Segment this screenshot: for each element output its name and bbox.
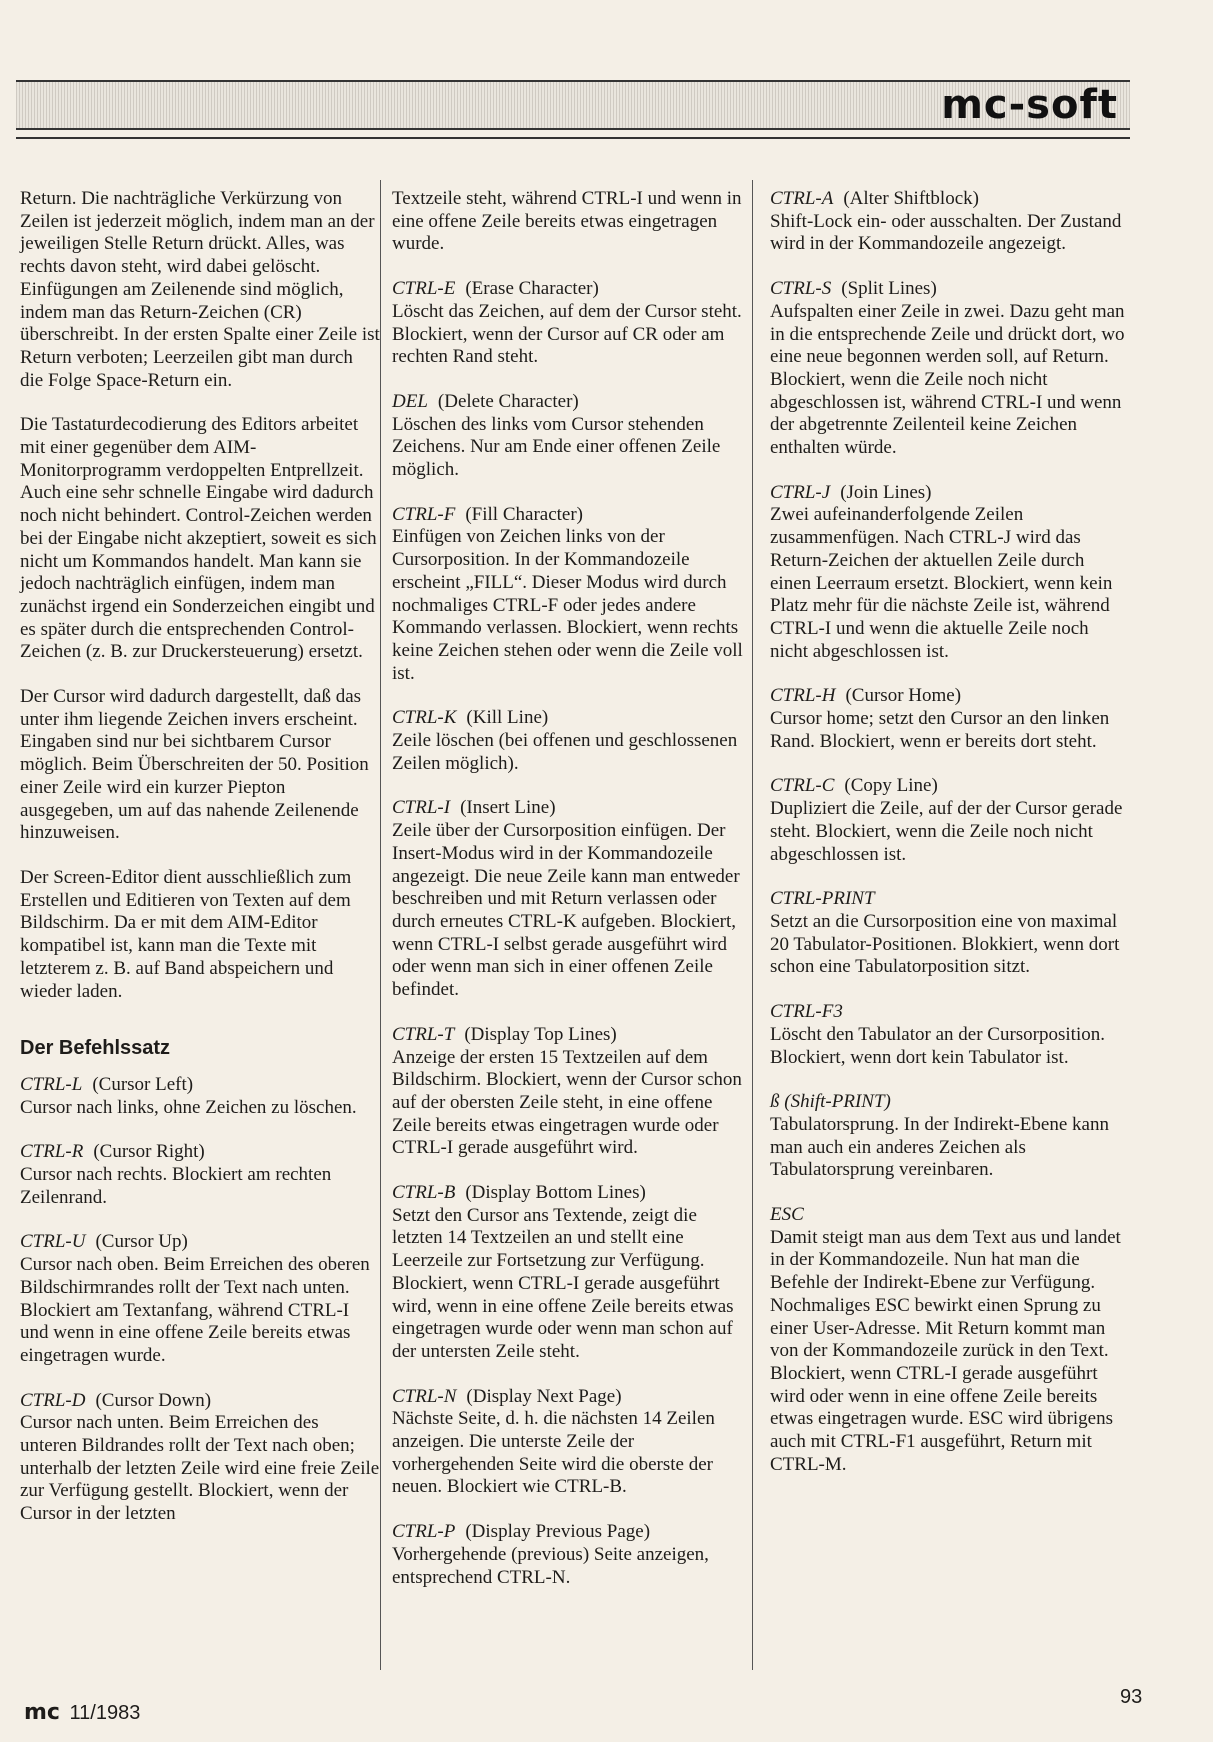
command-description: Shift-Lock ein- oder ausschalten. Der Zustand wird in der Kommandozeile angezeigt. (770, 210, 1122, 255)
command-heading (770, 775, 1130, 798)
issue-number: 11/1983 (69, 1702, 141, 1724)
command-heading (392, 707, 752, 730)
command-name: (Cursor Right) (93, 1141, 205, 1163)
command-entry (392, 1024, 752, 1160)
command-name: (Display Top Lines) (464, 1023, 617, 1045)
command-description: Setzt den Cursor ans Textende, zeigt die letzten 14 Textzeilen an und stellt eine Leerzeile zur Fortsetzung zur Verfügung. Blockiert, wenn CTRL-I gerade ausgeführt wird, wenn in eine offene Zeile bereits etwas eingetragen wurde oder wenn man schon auf der untersten Zeile steht. (392, 1204, 734, 1362)
command-description: Cursor nach rechts. Blockiert am rechten Zeilenrand. (20, 1164, 332, 1208)
command-heading (392, 391, 752, 414)
section-title: mc-soft (941, 82, 1118, 128)
command-entry (770, 1204, 1130, 1476)
command-entry (20, 1141, 380, 1209)
command-heading (392, 1024, 752, 1047)
command-name: (Cursor Left) (92, 1073, 194, 1095)
command-description: Vorhergehende (previous) Seite anzeigen, entsprechend CTRL-N. (392, 1543, 709, 1588)
command-description: Cursor nach oben. Beim Erreichen des oberen Bildschirmrandes rollt der Text nach unten. Blockiert am Textanfang, während CTRL-I und wenn in eine offene Zeile bereits etwas eingetragen wurde. (20, 1254, 370, 1366)
command-heading (392, 504, 752, 527)
command-heading (770, 685, 1130, 708)
command-entry (392, 1182, 752, 1364)
command-entry (392, 707, 752, 775)
command-name: (Cursor Up) (95, 1231, 188, 1253)
command-key: CTRL-S (770, 278, 832, 300)
command-description: Einfügen von Zeichen links von der Cursorposition. In der Kommandozeile erscheint „FILL“. Dieser Modus wird durch nochmaliges CTRL-F oder jedes andere Kommando verlassen. Blockiert, wenn rechts keine Zeichen stehen oder wenn die Zeile voll ist. (392, 526, 743, 684)
command-key: CTRL-E (392, 278, 456, 300)
command-name: (Fill Character) (465, 503, 584, 525)
command-entry (20, 1074, 380, 1119)
command-heading (20, 1074, 380, 1097)
command-entry (770, 188, 1130, 256)
command-heading (392, 797, 752, 820)
command-key: CTRL-A (770, 188, 834, 209)
command-entry (770, 1091, 1130, 1182)
command-key: CTRL-PRINT (770, 888, 875, 910)
command-description: Löscht das Zeichen, auf dem der Cursor steht. Blockiert, wenn der Cursor auf CR oder am rechten Rand steht. (392, 300, 742, 368)
command-description: Cursor nach links, ohne Zeichen zu löschen. (20, 1096, 357, 1118)
column-divider (380, 180, 381, 1670)
command-entry (20, 1390, 380, 1526)
magazine-logo: mc (24, 1700, 60, 1725)
command-heading (392, 278, 752, 301)
command-description: Zeile über der Cursorposition einfügen. Der Insert-Modus wird in der Kommandozeile angezeigt. Die neue Zeile kann man entweder beschreiben und mit Return verlassen oder durch erneutes CTRL-K aufgeben. Blockiert, wenn CTRL-I selbst gerade ausgeführt wird oder wenn man sich in einer offenen Zeile befindet. (392, 820, 740, 1001)
command-entry (20, 1231, 380, 1367)
section-heading: Der Befehlssatz (20, 1037, 171, 1060)
command-name: (Copy Line) (844, 775, 938, 797)
command-name: (Insert Line) (460, 797, 556, 819)
command-description: Aufspalten einer Zeile in zwei. Dazu geht man in die entsprechende Zeile und drückt dort, wo eine neue begonnen werden soll, auf Return. Blockiert, wenn die Zeile noch nicht abgeschlossen ist, während CTRL-I und wenn der abgetrennte Zeilenteil keine Zeichen enthalten würde. (770, 300, 1125, 459)
command-list (20, 1074, 380, 1526)
command-key: DEL (392, 390, 428, 412)
command-description: Löschen des links vom Cursor stehenden Zeichens. Nur am Ende einer offenen Zeile möglich. (392, 413, 721, 481)
command-entry (770, 1001, 1130, 1069)
footer-issue (24, 1700, 140, 1725)
command-description: Nächste Seite, d. h. die nächsten 14 Zeilen anzeigen. Die unterste Zeile der vorhergehenden Seite wird die oberste der neuen. Blockiert wie CTRL-B. (392, 1408, 715, 1498)
paragraph: Textzeile steht, während CTRL-I und wenn in eine offene Zeile bereits etwas eingetragen wurde. (392, 188, 742, 255)
command-key: CTRL-P (392, 1521, 456, 1543)
command-description: Löscht den Tabulator an der Cursorposition. Blockiert, wenn dort kein Tabulator ist. (770, 1023, 1105, 1068)
column-divider (752, 180, 753, 1670)
command-name: (Delete Character) (437, 390, 579, 412)
command-description: Damit steigt man aus dem Text aus und landet in der Kommandozeile. Nun hat man die Befehle der Indirekt-Ebene zur Verfügung. Nochmaliges ESC bewirkt einen Sprung zu einer User-Adresse. Mit Return kommt man von der Kommandozeile zurück in den Text. Blockiert, wenn CTRL-I gerade ausgeführt wird oder wenn in eine offene Zeile bereits etwas eingetragen wurde. ESC wird übrigens auch mit CTRL-F1 ausgeführt, Return mit CTRL-M. (770, 1226, 1121, 1475)
section-banner (16, 80, 1130, 130)
command-key: ESC (770, 1204, 804, 1226)
command-entry (392, 797, 752, 1001)
page-number: 93 (1120, 1686, 1143, 1708)
command-heading (20, 1141, 380, 1164)
command-key: CTRL-N (392, 1385, 457, 1407)
command-description: Dupliziert die Zeile, auf der der Cursor gerade steht. Blockiert, wenn die Zeile noch nicht abgeschlossen ist. (770, 798, 1123, 865)
command-description: Cursor home; setzt den Cursor an den linken Rand. Blockiert, wenn er bereits dort steht. (770, 708, 1110, 752)
command-heading (20, 1231, 380, 1254)
command-heading (770, 188, 1130, 211)
text-column-3 (770, 188, 1130, 1498)
command-entry (770, 685, 1130, 753)
command-description: Cursor nach unten. Beim Erreichen des unteren Bildrandes rollt der Text nach oben; unterhalb der letzten Zeile wird eine freie Zeile zur Verfügung gestellt. Blockiert, wenn der Cursor in der letzten (20, 1412, 380, 1525)
command-entry (770, 278, 1130, 460)
command-key: CTRL-F (392, 503, 456, 525)
command-entry (392, 504, 752, 686)
command-entry (392, 391, 752, 482)
command-key: CTRL-H (770, 685, 836, 707)
command-entry (392, 1386, 752, 1500)
command-list (392, 278, 752, 1589)
command-entry (770, 775, 1130, 866)
command-description: Zeile löschen (bei offenen und geschlossenen Zeilen möglich). (392, 730, 738, 774)
command-entry (770, 482, 1130, 664)
command-heading (392, 1386, 752, 1409)
command-key: CTRL-J (770, 481, 831, 503)
command-heading (770, 1001, 1130, 1024)
command-key: CTRL-I (392, 797, 451, 819)
paragraph: Die Tastaturdecodierung des Editors arbeitet mit einer gegenüber dem AIM-Monitorprogramm verdoppelten Entprellzeit. Auch eine sehr schnelle Eingabe wird dadurch noch nicht behindert. Control-Zeichen werden bei der Eingabe nicht akzeptiert, soweit es sich nicht um Kommandos handelt. Man kann sie jedoch nachträglich einfügen, indem man zunächst irgend ein Sonderzeichen eingibt und es später durch die entsprechenden Control-Zeichen (z. B. zur Druckersteuerung) ersetzt. (20, 414, 377, 663)
command-name: (Split Lines) (841, 278, 937, 300)
command-heading (392, 1521, 752, 1544)
command-key: CTRL-R (20, 1141, 84, 1163)
command-name: (Display Next Page) (466, 1385, 622, 1407)
command-description: Tabulatorsprung. In der Indirekt-Ebene kann man auch ein anderes Zeichen als Tabulatorsprung vereinbaren. (770, 1113, 1109, 1181)
header-rule (16, 137, 1130, 139)
command-name: (Alter Shiftblock) (843, 188, 979, 209)
command-description: Zwei aufeinanderfolgende Zeilen zusammenfügen. Nach CTRL-J wird das Return-Zeichen der aktuellen Zeile durch einen Leerraum ersetzt. Blockiert, wenn kein Platz mehr für die nächste Zeile ist, während CTRL-I und wenn die aktuelle Zeile noch nicht abgeschlossen ist. (770, 504, 1113, 662)
command-key: CTRL-B (392, 1182, 456, 1204)
command-name: (Erase Character) (465, 278, 599, 300)
command-heading (770, 1091, 1130, 1114)
command-entry (392, 1521, 752, 1589)
command-name: (Cursor Down) (95, 1389, 212, 1411)
command-key: CTRL-C (770, 775, 835, 797)
command-description: Setzt an die Cursorposition eine von maximal 20 Tabulator-Positionen. Blokkiert, wenn dort schon eine Tabulatorposition sitzt. (770, 910, 1120, 978)
command-key: CTRL-F3 (770, 1001, 843, 1023)
command-heading (392, 1182, 752, 1205)
command-name: (Join Lines) (840, 481, 932, 503)
command-entry (770, 888, 1130, 979)
command-key: CTRL-K (392, 707, 457, 729)
command-key: ß (Shift-PRINT) (770, 1091, 891, 1113)
command-entry (392, 278, 752, 369)
command-name: (Cursor Home) (845, 685, 962, 707)
command-key: CTRL-D (20, 1389, 86, 1411)
command-key: CTRL-T (392, 1023, 455, 1045)
paragraph: Return. Die nachträgliche Verkürzung von Zeilen ist jederzeit möglich, indem man an der jeweiligen Stelle Return drückt. Alles, was rechts davon steht, wird dabei gelöscht. Einfügungen am Zeilenende sind möglich, indem man das Return-Zeichen (CR) überschreibt. In der ersten Spalte einer Zeile ist Return verboten; Leerzeilen gibt man durch die Folge Space-Return ein. (20, 188, 380, 391)
command-name: (Display Bottom Lines) (465, 1182, 646, 1204)
command-heading (20, 1390, 380, 1413)
command-key: CTRL-U (20, 1231, 86, 1253)
command-heading (770, 1204, 1130, 1227)
text-column-2 (392, 188, 752, 1611)
command-heading (770, 278, 1130, 301)
command-name: (Kill Line) (466, 707, 549, 729)
paragraph: Der Cursor wird dadurch dargestellt, daß das unter ihm liegende Zeichen invers erscheint. Eingaben sind nur bei sichtbarem Cursor möglich. Beim Überschreiten der 50. Position einer Zeile wird ein kurzer Piepton ausgegeben, um auf das nahende Zeilenende hinzuweisen. (20, 686, 369, 844)
command-heading (770, 888, 1130, 911)
paragraph: Der Screen-Editor dient ausschließlich zum Erstellen und Editieren von Texten auf dem Bildschirm. Da er mit dem AIM-Editor kompatibel ist, kann man die Texte mit letzterem z. B. auf Band abspeichern und wieder laden. (20, 866, 352, 1002)
command-key: CTRL-L (20, 1073, 83, 1095)
command-name: (Display Previous Page) (465, 1521, 651, 1543)
command-heading (770, 482, 1130, 505)
text-column-1 (20, 188, 380, 1548)
command-list (770, 188, 1130, 1476)
command-description: Anzeige der ersten 15 Textzeilen auf dem Bildschirm. Blockiert, wenn der Cursor schon auf der obersten Zeile steht, in eine offene Zeile bereits etwas eingetragen wurde oder CTRL-I gerade ausgeführt wird. (392, 1046, 742, 1159)
